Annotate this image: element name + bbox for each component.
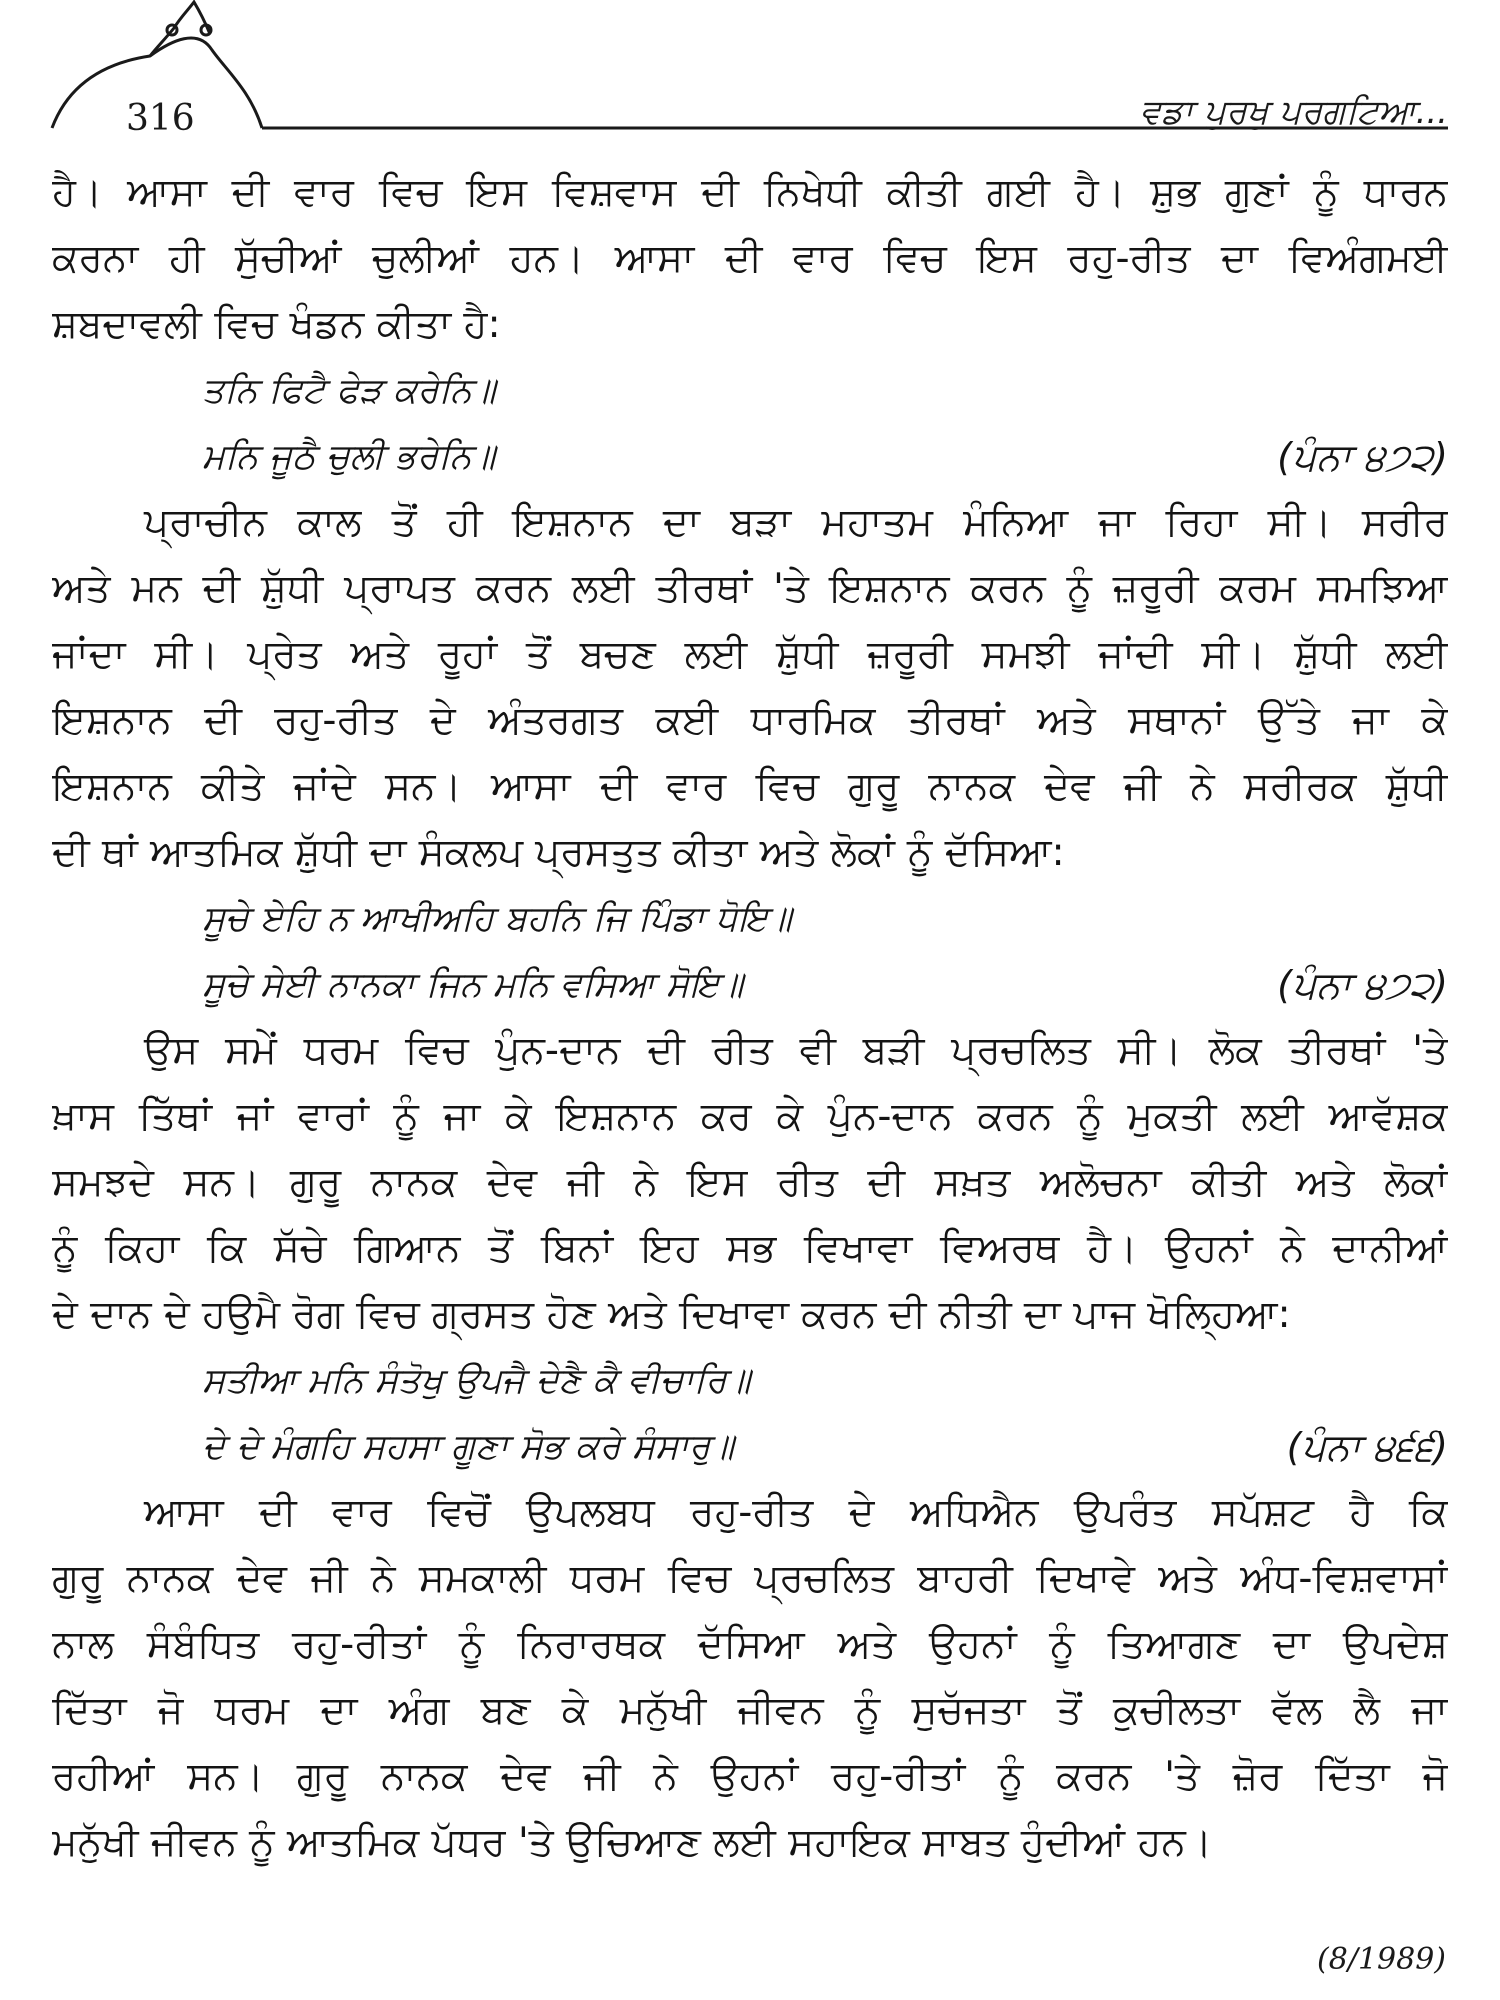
paragraph-line: ਨੂੰ ਕਿਹਾ ਕਿ ਸੱਚੇ ਗਿਆਨ ਤੋਂ ਬਿਨਾਂ ਇਹ ਸਭ ਵਿਖਾਵਾ ਵਿਅਰਥ ਹੈ। ਉਹਨਾਂ ਨੇ ਦਾਨੀਆਂ [52,1226,1448,1271]
paragraph-line: ਦਿੱਤਾ ਜੋ ਧਰਮ ਦਾ ਅੰਗ ਬਣ ਕੇ ਮਨੁੱਖੀ ਜੀਵਨ ਨੂੰ ਸੁਚੱਜਤਾ ਤੋਂ ਕੁਚੀਲਤਾ ਵੱਲ ਲੈ ਜਾ [52,1688,1448,1733]
page-reference: (ਪੰਨਾ ੪੭੨) [1277,435,1448,479]
paragraph-line: ਮਨੁੱਖੀ ਜੀਵਨ ਨੂੰ ਆਤਮਿਕ ਪੱਧਰ 'ਤੇ ਉਚਿਆਣ ਲਈ ਸਹਾਇਕ ਸਾਬਤ ਹੁੰਦੀਆਂ ਹਨ। [52,1820,1213,1865]
paragraph-line: ਇਸ਼ਨਾਨ ਦੀ ਰਹੁ-ਰੀਤ ਦੇ ਅੰਤਰਗਤ ਕਈ ਧਾਰਮਿਕ ਤੀਰਥਾਂ ਅਤੇ ਸਥਾਨਾਂ ਉੱਤੇ ਜਾ ਕੇ [52,698,1448,743]
paragraph-line: ਪ੍ਰਾਚੀਨ ਕਾਲ ਤੋਂ ਹੀ ਇਸ਼ਨਾਨ ਦਾ ਬੜਾ ਮਹਾਤਮ ਮੰਨਿਆ ਜਾ ਰਿਹਾ ਸੀ। ਸਰੀਰ [144,500,1448,545]
scripture-quote-line [52,358,1448,424]
paragraph-line: ਇਸ਼ਨਾਨ ਕੀਤੇ ਜਾਂਦੇ ਸਨ। ਆਸਾ ਦੀ ਵਾਰ ਵਿਚ ਗੁਰੂ ਨਾਨਕ ਦੇਵ ਜੀ ਨੇ ਸਰੀਰਕ ਸ਼ੁੱਧੀ [52,764,1448,809]
scripture-quote-line [52,1414,1448,1480]
page-number: 316 [126,98,195,139]
quote-text: ਮਨਿ ਜੂਠੈ ਚੁਲੀ ਭਰੇਨਿ॥ [202,437,496,477]
quote-text: ਸੂਚੇ ਏਹਿ ਨ ਆਖੀਅਹਿ ਬਹਨਿ ਜਿ ਪਿੰਡਾ ਧੋਇ॥ [202,899,792,939]
paragraph-line: ਦੇ ਦਾਨ ਦੇ ਹਉਮੈ ਰੋਗ ਵਿਚ ਗ੍ਰਸਤ ਹੋਣ ਅਤੇ ਦਿਖਾਵਾ ਕਰਨ ਦੀ ਨੀਤੀ ਦਾ ਪਾਜ ਖੋਲ੍ਹਿਆ: [52,1292,1291,1337]
paragraph-line: ਅਤੇ ਮਨ ਦੀ ਸ਼ੁੱਧੀ ਪ੍ਰਾਪਤ ਕਰਨ ਲਈ ਤੀਰਥਾਂ 'ਤੇ ਇਸ਼ਨਾਨ ਕਰਨ ਨੂੰ ਜ਼ਰੂਰੀ ਕਰਮ ਸਮਝਿਆ [52,566,1448,611]
paragraph-line: ਗੁਰੂ ਨਾਨਕ ਦੇਵ ਜੀ ਨੇ ਸਮਕਾਲੀ ਧਰਮ ਵਿਚ ਪ੍ਰਚਲਿਤ ਬਾਹਰੀ ਦਿਖਾਵੇ ਅਤੇ ਅੰਧ-ਵਿਸ਼ਵਾਸਾਂ [52,1556,1448,1601]
scripture-quote-line [52,952,1448,1018]
paragraph-line: ਸਮਝਦੇ ਸਨ। ਗੁਰੂ ਨਾਨਕ ਦੇਵ ਜੀ ਨੇ ਇਸ ਰੀਤ ਦੀ ਸਖ਼ਤ ਅਲੋਚਨਾ ਕੀਤੀ ਅਤੇ ਲੋਕਾਂ [52,1160,1448,1205]
paragraph-line: ਕਰਨਾ ਹੀ ਸੁੱਚੀਆਂ ਚੁਲੀਆਂ ਹਨ। ਆਸਾ ਦੀ ਵਾਰ ਵਿਚ ਇਸ ਰਹੁ-ਰੀਤ ਦਾ ਵਿਅੰਗਮਈ [52,236,1448,281]
quote-text: ਸਤੀਆ ਮਨਿ ਸੰਤੋਖੁ ਉਪਜੈ ਦੇਣੈ ਕੈ ਵੀਚਾਰਿ॥ [202,1361,751,1401]
page-reference: (ਪੰਨਾ ੪੬੬) [1286,1425,1448,1469]
paragraph-line: ਦੀ ਥਾਂ ਆਤਮਿਕ ਸ਼ੁੱਧੀ ਦਾ ਸੰਕਲਪ ਪ੍ਰਸਤੁਤ ਕੀਤਾ ਅਤੇ ਲੋਕਾਂ ਨੂੰ ਦੱਸਿਆ: [52,830,1065,875]
paragraph-line: ਖ਼ਾਸ ਤਿੱਥਾਂ ਜਾਂ ਵਾਰਾਂ ਨੂੰ ਜਾ ਕੇ ਇਸ਼ਨਾਨ ਕਰ ਕੇ ਪੁੰਨ-ਦਾਨ ਕਰਨ ਨੂੰ ਮੁਕਤੀ ਲਈ ਆਵੱਸ਼ਕ [52,1094,1448,1139]
paragraph-line: ਉਸ ਸਮੇਂ ਧਰਮ ਵਿਚ ਪੁੰਨ-ਦਾਨ ਦੀ ਰੀਤ ਵੀ ਬੜੀ ਪ੍ਰਚਲਿਤ ਸੀ। ਲੋਕ ਤੀਰਥਾਂ 'ਤੇ [144,1028,1448,1073]
running-title: ਵਡਾ ਪੁਰਖੁ ਪਰਗਟਿਆ... [1139,92,1448,132]
paragraph-line: ਆਸਾ ਦੀ ਵਾਰ ਵਿਚੋਂ ਉਪਲਬਧ ਰਹੁ-ਰੀਤ ਦੇ ਅਧਿਐਨ ਉਪਰੰਤ ਸਪੱਸ਼ਟ ਹੈ ਕਿ [144,1490,1448,1535]
scripture-quote-line [52,886,1448,952]
quote-text: ਤਨਿ ਫਿਟੈ ਫੇੜ ਕਰੇਨਿ॥ [202,371,496,411]
paragraph-line: ਰਹੀਆਂ ਸਨ। ਗੁਰੂ ਨਾਨਕ ਦੇਵ ਜੀ ਨੇ ਉਹਨਾਂ ਰਹੁ-ਰੀਤਾਂ ਨੂੰ ਕਰਨ 'ਤੇ ਜ਼ੋਰ ਦਿੱਤਾ ਜੋ [52,1754,1448,1799]
quote-text: ਸੂਚੇ ਸੇਈ ਨਾਨਕਾ ਜਿਨ ਮਨਿ ਵਸਿਆ ਸੋਇ॥ [202,965,744,1005]
page-reference: (ਪੰਨਾ ੪੭੨) [1277,963,1448,1007]
paragraph-line: ਸ਼ਬਦਾਵਲੀ ਵਿਚ ਖੰਡਨ ਕੀਤਾ ਹੈ: [52,302,501,347]
body-text [52,160,1448,1876]
paragraph-line: ਹੈ। ਆਸਾ ਦੀ ਵਾਰ ਵਿਚ ਇਸ ਵਿਸ਼ਵਾਸ ਦੀ ਨਿਖੇਧੀ ਕੀਤੀ ਗਈ ਹੈ। ਸ਼ੁਭ ਗੁਣਾਂ ਨੂੰ ਧਾਰਨ [52,170,1448,215]
scripture-quote-line [52,1348,1448,1414]
paragraph-line: ਨਾਲ ਸੰਬੰਧਿਤ ਰਹੁ-ਰੀਤਾਂ ਨੂੰ ਨਿਰਾਰਥਕ ਦੱਸਿਆ ਅਤੇ ਉਹਨਾਂ ਨੂੰ ਤਿਆਗਣ ਦਾ ਉਪਦੇਸ਼ [52,1622,1448,1667]
quote-text: ਦੇ ਦੇ ਮੰਗਹਿ ਸਹਸਾ ਗੂਣਾ ਸੋਭ ਕਰੇ ਸੰਸਾਰੁ॥ [202,1427,734,1467]
scripture-quote-line [52,424,1448,490]
paragraph-line: ਜਾਂਦਾ ਸੀ। ਪ੍ਰੇਤ ਅਤੇ ਰੂਹਾਂ ਤੋਂ ਬਚਣ ਲਈ ਸ਼ੁੱਧੀ ਜ਼ਰੂਰੀ ਸਮਝੀ ਜਾਂਦੀ ਸੀ। ਸ਼ੁੱਧੀ ਲਈ [52,632,1448,677]
footer-code: (8/1989) [1317,1942,1446,1977]
